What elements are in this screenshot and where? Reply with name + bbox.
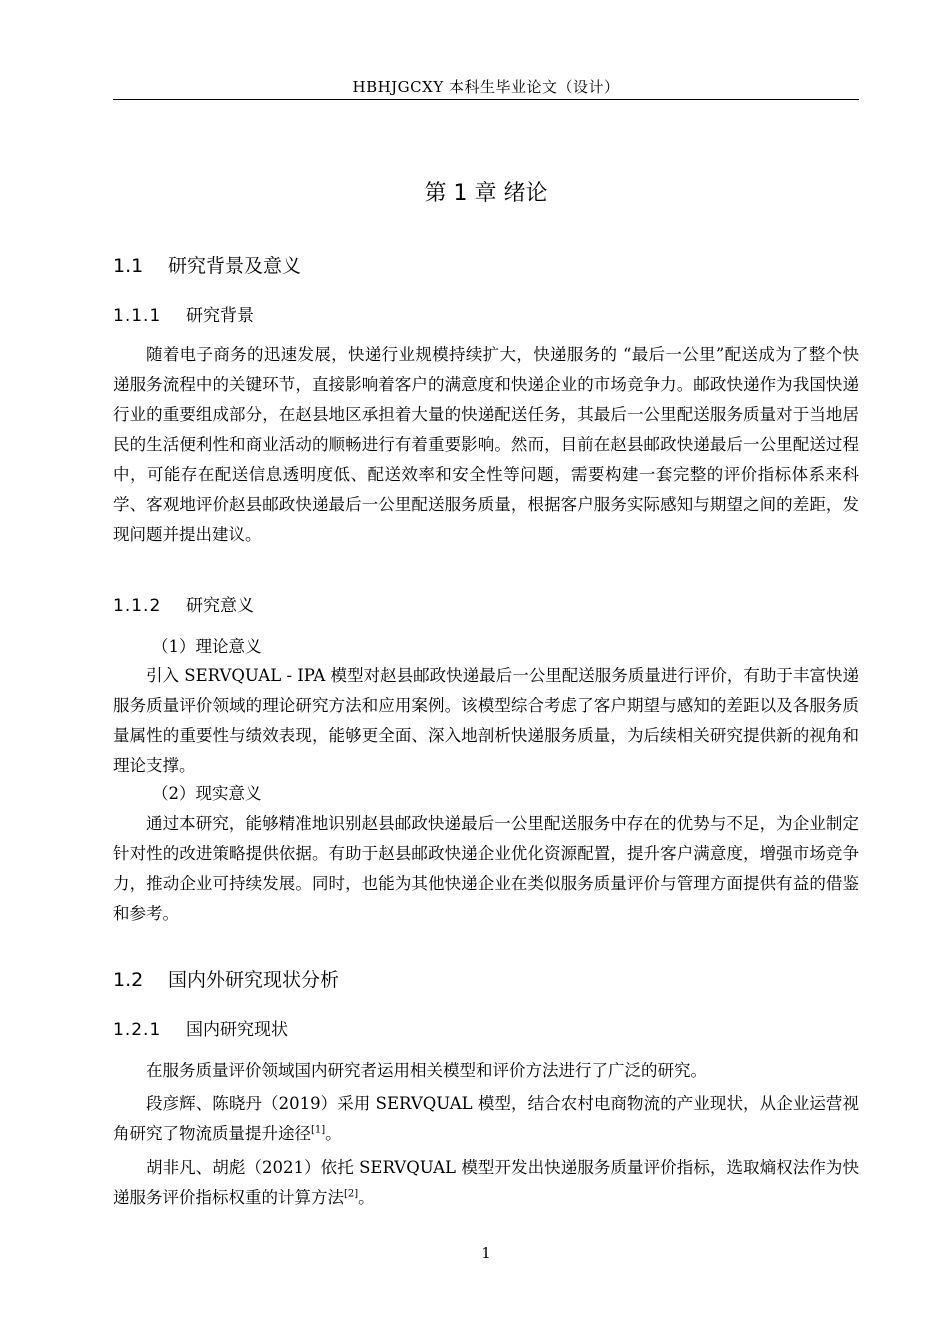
background-paragraph: 随着电子商务的迅速发展，快递行业规模持续扩大，快递服务的 “最后一公里”配送成为了整个快递服务流程中的关键环节，直接影响着客户的满意度和快递企业的市场竞争力。邮政快递作为我国快递行业的重要组成部分，在赵县地区承担着大量的快递配送任务，其最后一公里配送服务质量对于当地居民的生活便利性和商业活动的顺畅进行有着重要影响。然而，目前在赵县邮政快递最后一公里配送过程中，可能存在配送信息透明度低、配送效率和安全性等问题，需要构建一套完整的评价指标体系来科学、客观地评价赵县邮政快递最后一公里配送服务质量，根据客户服务实际感知与期望之间的差距，发现问题并提出建议。 (113, 345, 859, 544)
section-title: 研究意义 (186, 596, 254, 616)
section-number: 1.2 (113, 969, 144, 991)
paragraph-text: 段彦辉、陈晓丹（2019）采用 SERVQUAL 模型，结合农村电商物流的产业现状，从企业运营视角研究了物流质量提升途径 (113, 1094, 859, 1143)
paragraph-end: 。 (325, 1124, 342, 1143)
citation-ref[interactable]: [1] (311, 1124, 326, 1136)
domestic-paragraph-3 (113, 1153, 859, 1213)
theory-significance-label: （1）理论意义 (152, 637, 262, 656)
section-title: 研究背景及意义 (168, 255, 302, 277)
section-title: 国内外研究现状分析 (168, 969, 340, 991)
citation-ref[interactable]: [2] (344, 1188, 359, 1200)
chapter-title: 第 1 章 绪论 (424, 181, 548, 206)
section-1-2-1-heading (113, 1017, 288, 1043)
paragraph-text: 胡非凡、胡彪（2021）依托 SERVQUAL 模型开发出快递服务质量评价指标，选取熵权法作为快递服务评价指标权重的计算方法 (113, 1158, 859, 1207)
section-title: 国内研究现状 (186, 1020, 288, 1040)
section-number: 1.1.1 (113, 306, 162, 326)
section-1-1-1-heading (113, 303, 254, 329)
section-number: 1.1.2 (113, 596, 162, 616)
section-number: 1.2.1 (113, 1020, 162, 1040)
practice-significance-paragraph: 通过本研究，能够精准地识别赵县邮政快递最后一公里配送服务中存在的优势与不足，为企业制定针对性的改进策略提供依据。有助于赵县邮政快递企业优化资源配置，提升客户满意度，增强市场竞争力，推动企业可持续发展。同时，也能为其他快递企业在类似服务质量评价与管理方面提供有益的借鉴和参考。 (113, 814, 859, 923)
section-1-1-2-heading (113, 593, 254, 619)
paragraph-end: 。 (358, 1188, 375, 1207)
practice-significance-label: （2）现实意义 (152, 784, 262, 803)
section-1-1-heading (113, 252, 301, 280)
section-title: 研究背景 (186, 306, 254, 326)
domestic-paragraph-1: 在服务质量评价领域国内研究者运用相关模型和评价方法进行了广泛的研究。 (146, 1061, 707, 1080)
section-number: 1.1 (113, 255, 144, 277)
section-1-2-heading (113, 966, 339, 994)
domestic-paragraph-2 (113, 1089, 859, 1149)
page-header: HBHJGCXY 本科生毕业论文（设计） (352, 78, 620, 96)
theory-significance-paragraph: 引入 SERVQUAL - IPA 模型对赵县邮政快递最后一公里配送服务质量进行评价，有助于丰富快递服务质量评价领域的理论研究方法和应用案例。该模型综合考虑了客户期望与感知的差距以及各服务质量属性的重要性与绩效表现，能够更全面、深入地剖析快递服务质量，为后续相关研究提供新的视角和理论支撑。 (113, 666, 859, 775)
header-rule (113, 99, 859, 100)
page-number: 1 (481, 1244, 491, 1262)
